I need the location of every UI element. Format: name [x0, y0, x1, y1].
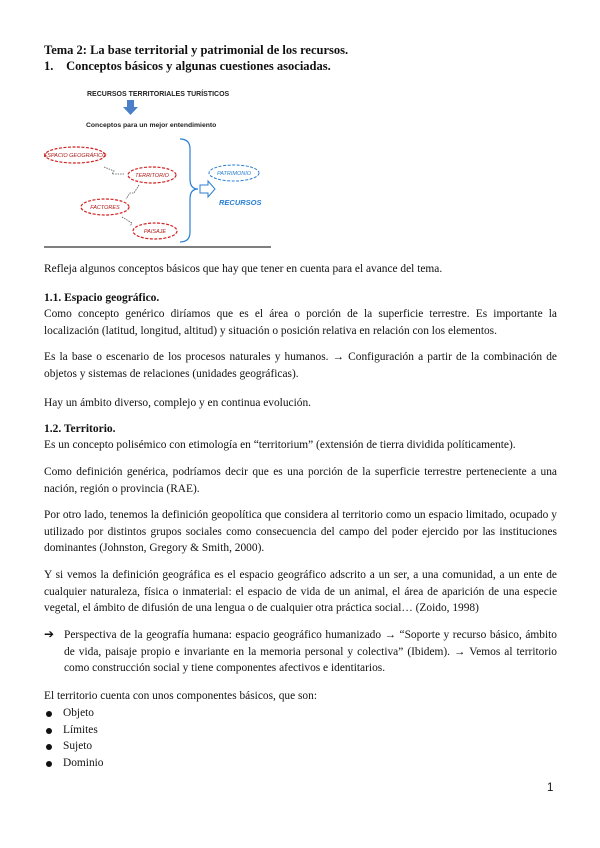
arrow-bullet-text: Perspectiva de la geografía humana: espacio geográfico humanizado → “Soporte y recurso básico, ámbito de vida, paisaje propio e invariante en la memoria personal y colectiva” (Ibidem). → Vemos al territorio como construcción social y tiene componentes afectivos e identitarios. [64, 629, 557, 674]
list-item: Límites [44, 722, 104, 739]
section-1-2-title: 1.2. Territorio. [44, 423, 116, 435]
paragraph: Es un concepto polisémico con etimología en “territorium” (extensión de tierra dividida políticamente). [44, 439, 516, 451]
section-heading-text: Conceptos básicos y algunas cuestiones asociadas. [66, 59, 331, 73]
paragraph: Es la base o escenario de los procesos naturales y humanos. → Configuración a partir de la combinación de objetos y sistemas de relaciones (unidades geográficas). [44, 351, 557, 380]
svg-text:PAISAJE: PAISAJE [143, 229, 167, 235]
section-1-1-title: 1.1. Espacio geográfico. [44, 292, 160, 304]
paragraph: Como concepto genérico diríamos que es el área o porción de la superficie terrestre. Es importante la localización (latitud, longitud, altitud) y situación o posición relativa en relación con los elementos. [44, 308, 557, 337]
components-list [44, 705, 104, 771]
topic-title: Tema 2: La base territorial y patrimonial de los recursos. [44, 43, 349, 57]
section-heading-number: 1. [44, 59, 54, 73]
paragraph: Por otro lado, tenemos la definición geopolítica que considera al territorio como un espacio limitado, ocupado y utilizado por distintos grupos sociales como consecuencia del campo del poder ejercido por las instituciones dominantes (Johnston, Gregory & Smith, 2000). [44, 509, 557, 554]
paragraph: Como definición genérica, podríamos decir que es una porción de la superficie terrestre perteneciente a una nación, región o provincia (RAE). [44, 466, 557, 495]
svg-text:TERRITORIO: TERRITORIO [135, 173, 169, 179]
svg-text:FACTORES: FACTORES [90, 205, 120, 211]
list-item: Objeto [44, 705, 104, 722]
svg-text:ESPACIO GEOGRÁFICO: ESPACIO GEOGRÁFICO [44, 153, 107, 159]
bullet-icon [46, 761, 52, 767]
node-paisaje [133, 223, 177, 239]
paragraph: Hay un ámbito diverso, complejo y en continua evolución. [44, 397, 311, 409]
list-item: Dominio [44, 755, 104, 772]
page-number: 1 [547, 782, 554, 794]
diagram-subtitle: Conceptos para un mejor entendimiento [86, 122, 217, 129]
paragraph: Y si vemos la definición geográfica es el espacio geográfico adscrito a un ser, a una comunidad, a un ente de cualquier naturaleza, física o inmaterial: el espacio de vida de un animal, el área de aparición de una especie vegetal, el ámbito de difusión de una lengua o de cualquier otra práctica social… (Zoido, 1998) [44, 569, 557, 614]
patrimonio-label [209, 165, 259, 181]
section-heading [44, 59, 331, 74]
list-item: Sujeto [44, 738, 104, 755]
node-territorio [128, 167, 176, 183]
svg-text:PATRIMONIO: PATRIMONIO [216, 171, 252, 177]
arrow-bullet-icon: ➔ [44, 627, 55, 641]
recursos-label: RECURSOS [219, 198, 262, 207]
bullet-icon [46, 728, 52, 734]
diagram-title: RECURSOS TERRITORIALES TURÍSTICOS [87, 91, 230, 98]
concepts-diagram [44, 77, 271, 248]
intro-paragraph: Refleja algunos conceptos básicos que hay que tener en cuenta para el avance del tema. [44, 263, 443, 275]
bullet-icon [46, 711, 52, 717]
bullet-icon [46, 744, 52, 750]
node-factores [81, 199, 129, 215]
list-intro: El territorio cuenta con unos componentes básicos, que son: [44, 690, 317, 702]
